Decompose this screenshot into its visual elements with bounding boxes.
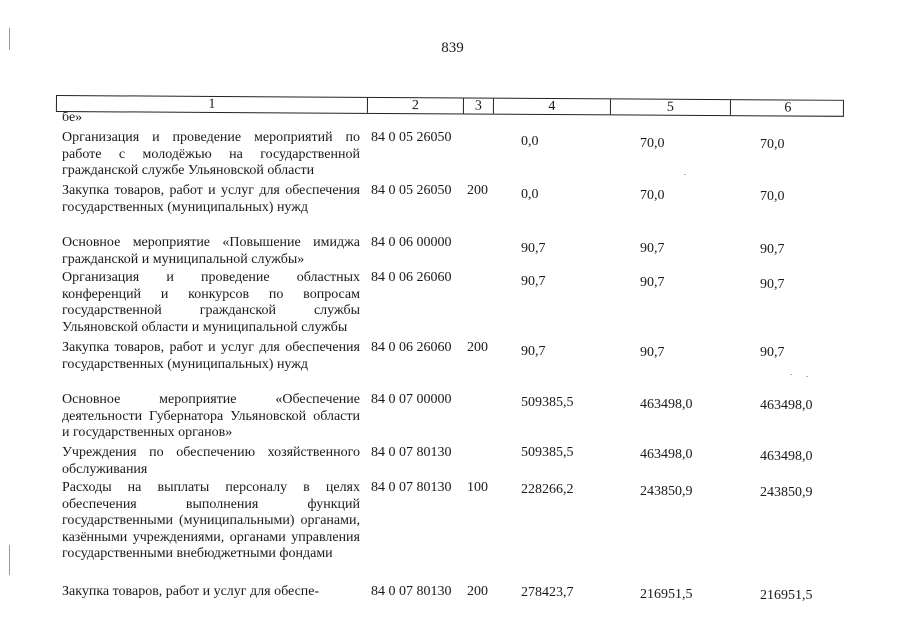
row-value-col5: 90,7 xyxy=(640,345,665,360)
row-value-col4: 509385,5 xyxy=(521,395,574,410)
row-code: 84 0 07 80130 xyxy=(371,584,452,599)
row-description: Закупка товаров, работ и услуг для обеспечения государственных (муниципальных) нужд xyxy=(62,183,360,215)
scan-speck xyxy=(684,174,686,175)
row-code: 84 0 05 26050 xyxy=(371,130,452,145)
row-value-col5: 463498,0 xyxy=(640,397,693,412)
row-value-col4: 0,0 xyxy=(521,134,539,149)
row-value-col5: 70,0 xyxy=(640,136,665,151)
row-value-col6: 463498,0 xyxy=(760,449,813,464)
page-number: 839 xyxy=(441,40,464,56)
row-value-col6: 90,7 xyxy=(760,345,785,360)
row-value-col4: 278423,7 xyxy=(521,585,574,600)
header-col-2: 2 xyxy=(368,98,464,114)
row-code: 84 0 07 00000 xyxy=(371,392,452,407)
row-value-col6: 463498,0 xyxy=(760,398,813,413)
row-expense-type: 200 xyxy=(467,340,488,355)
row-value-col6: 70,0 xyxy=(760,189,785,204)
scan-edge-mark xyxy=(9,545,10,575)
row-description: Расходы на выплаты персоналу в целях обеспечения выполнения функций государственными (муниципальными) органами, казёнными учреждениями, органами управления государственными внебюджетными фондами xyxy=(62,480,360,561)
header-col-5: 5 xyxy=(611,99,731,115)
row-value-col6: 70,0 xyxy=(760,137,785,152)
row-description: Закупка товаров, работ и услуг для обеспе- xyxy=(62,584,320,599)
row-code: 84 0 06 26060 xyxy=(371,340,452,355)
row-value-col4: 0,0 xyxy=(521,187,539,202)
row-value-col4: 90,7 xyxy=(521,241,546,256)
header-col-3: 3 xyxy=(464,98,494,113)
row-code: 84 0 06 26060 xyxy=(371,270,452,285)
row-description: Основное мероприятие «Повышение имиджа гражданской и муниципальной службы» xyxy=(62,235,360,267)
row-expense-type: 200 xyxy=(467,183,488,198)
scan-speck xyxy=(806,376,808,377)
row-value-col5: 90,7 xyxy=(640,275,665,290)
scan-speck xyxy=(790,374,792,375)
row-code: 84 0 06 00000 xyxy=(371,235,452,250)
row-value-col6: 90,7 xyxy=(760,277,785,292)
row-expense-type: 200 xyxy=(467,584,488,599)
row-expense-type: 100 xyxy=(467,480,488,495)
row-description: Закупка товаров, работ и услуг для обеспечения государственных (муниципальных) нужд xyxy=(62,340,360,372)
row-description: Основное мероприятие «Обеспечение деятельности Губернатора Ульяновской области и государственных органов» xyxy=(62,392,360,440)
header-col-1: 1 xyxy=(57,96,368,113)
row-description: Учреждения по обеспечению хозяйственного обслуживания xyxy=(62,445,360,477)
header-col-4: 4 xyxy=(494,99,611,115)
row-description: Организация и проведение областных конференций и конкурсов по вопросам государственной гражданской службы Ульяновской области и муниципальной службы xyxy=(62,270,360,335)
row-value-col6: 216951,5 xyxy=(760,588,813,603)
row-value-col4: 509385,5 xyxy=(521,445,574,460)
carryover-text: бе» xyxy=(62,110,83,125)
row-value-col5: 463498,0 xyxy=(640,447,693,462)
row-value-col4: 90,7 xyxy=(521,344,546,359)
row-code: 84 0 05 26050 xyxy=(371,183,452,198)
row-value-col4: 228266,2 xyxy=(521,482,574,497)
row-value-col5: 90,7 xyxy=(640,241,665,256)
header-col-6: 6 xyxy=(784,100,792,116)
row-code: 84 0 07 80130 xyxy=(371,480,452,495)
row-value-col4: 90,7 xyxy=(521,274,546,289)
row-value-col6: 90,7 xyxy=(760,242,785,257)
row-code: 84 0 07 80130 xyxy=(371,445,452,460)
row-value-col5: 243850,9 xyxy=(640,484,693,499)
row-value-col5: 70,0 xyxy=(640,188,665,203)
row-description: Организация и проведение мероприятий по работе с молодёжью на государственной гражданской службе Ульяновской области xyxy=(62,130,360,178)
row-value-col5: 216951,5 xyxy=(640,587,693,602)
row-value-col6: 243850,9 xyxy=(760,485,813,500)
